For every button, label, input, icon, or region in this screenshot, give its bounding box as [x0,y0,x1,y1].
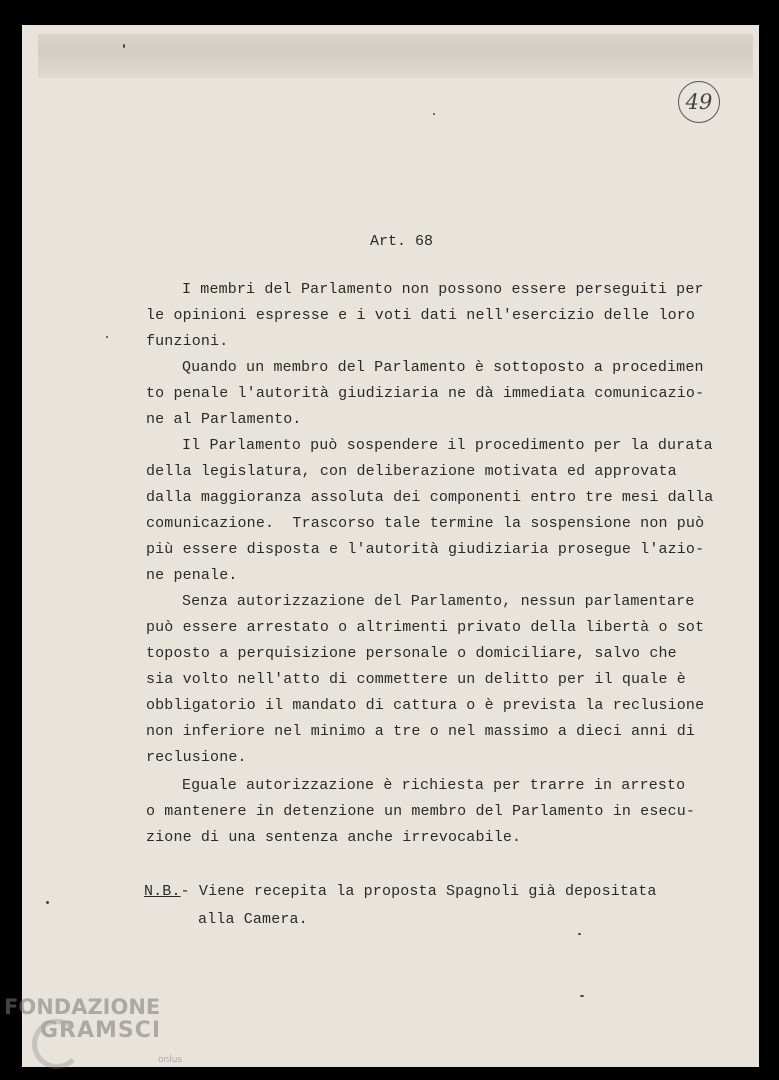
text-line: Quando un membro del Parlamento è sottoposto a procedimen [182,359,704,376]
watermark-logo [4,995,183,1065]
text-line: o mantenere in detenzione un membro del Parlamento in esecu- [146,803,696,820]
text-line: obbligatorio il mandato di cattura o è prevista la reclusione [146,697,705,714]
note-line-1 [144,883,657,900]
scan-speck [580,995,584,997]
page-number-stamp [678,81,720,123]
text-line: può essere arrestato o altrimenti privato della libertà o sot [146,619,705,636]
page-number: 49 [685,90,713,114]
text-line: dalla maggioranza assoluta dei componenti entro tre mesi dalla [146,489,714,506]
text-line: funzioni. [146,333,229,350]
text-line: Senza autorizzazione del Parlamento, nessun parlamentare [182,593,695,610]
text-line: ne penale. [146,567,238,584]
text-line: comunicazione. Trascorso tale termine la sospensione non può [146,515,705,532]
note-line-2: alla Camera. [198,911,308,928]
text-line: reclusione. [146,749,247,766]
article-title: Art. 68 [370,233,434,250]
text-line: non inferiore nel minimo a tre o nel massimo a dieci anni di [146,723,696,740]
note-text: Viene recepita la proposta Spagnoli già depositata [198,883,657,900]
text-line: più essere disposta e l'autorità giudiziaria prosegue l'azio- [146,541,705,558]
text-line: le opinioni espresse e i voti dati nell'esercizio delle loro [146,307,696,324]
watermark-line-2: GRAMSCI [40,1018,162,1043]
text-line: to penale l'autorità giudiziaria ne dà immediata comunicazio- [146,385,705,402]
text-line: della legislatura, con deliberazione motivata ed approvata [146,463,677,480]
scan-top-edge [38,34,753,78]
text-line: Eguale autorizzazione è richiesta per trarre in arresto [182,777,686,794]
scan-speck [46,901,49,904]
document-page [22,25,759,1067]
text-line: Il Parlamento può sospendere il procedimento per la durata [182,437,713,454]
scan-speck [106,336,108,338]
watermark-line-3: onlus [158,1055,183,1065]
text-line: ne al Parlamento. [146,411,302,428]
watermark-line-1: FONDAZIONE [4,995,161,1019]
text-line: toposto a perquisizione personale o domiciliare, salvo che [146,645,677,662]
text-line: zione di una sentenza anche irrevocabile. [146,829,522,846]
note-label: N.B. [144,883,181,900]
scan-speck [578,933,581,935]
note-separator: - [180,883,199,900]
scan-speck [433,113,435,115]
text-line: I membri del Parlamento non possono essere perseguiti per [182,281,704,298]
text-line: sia volto nell'atto di commettere un delitto per il quale è [146,671,686,688]
scan-speck [123,44,125,48]
